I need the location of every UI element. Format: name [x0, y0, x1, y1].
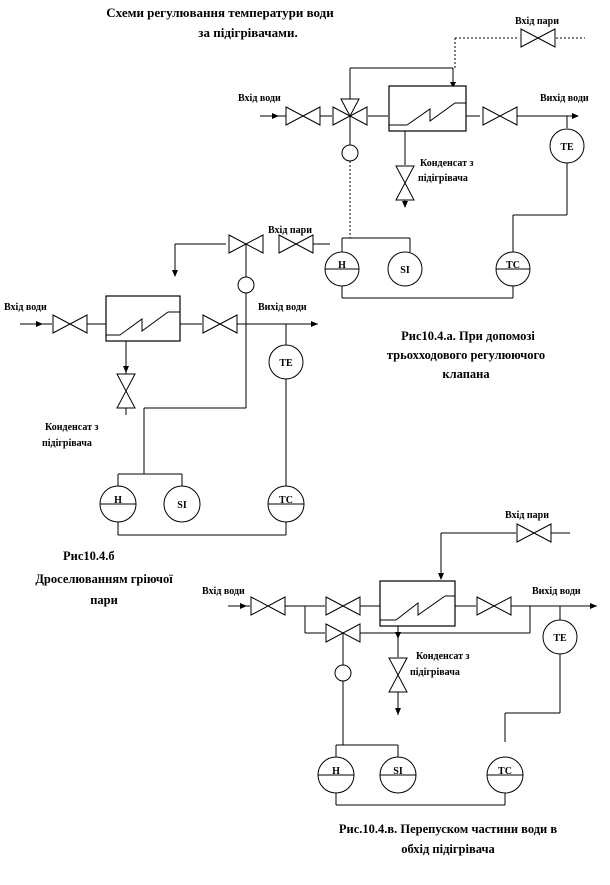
h-label-c: H [332, 766, 340, 777]
caption-b-line1: Рис10.4.б [63, 549, 115, 563]
caption-b-line3: пари [90, 593, 118, 607]
steam-in-label-b: Вхід пари [268, 225, 312, 236]
tc-label-b: TC [279, 495, 293, 506]
condensate-label-a2: підігрівача [418, 173, 468, 184]
caption-a-line3: клапана [442, 367, 490, 381]
heat-exchanger-c [380, 581, 455, 626]
water-in-label-b: Вхід води [4, 302, 47, 313]
si-label-c: SI [393, 766, 403, 777]
steam-in-label-a: Вхід пари [515, 16, 559, 27]
si-label-b: SI [177, 500, 187, 511]
condensate-valve-b [117, 374, 135, 408]
water-outlet-valve-b [203, 315, 237, 333]
condensate-label-b1: Конденсат з [45, 422, 99, 433]
water-outlet-valve-a [483, 107, 517, 125]
condensate-label-c2: підігрівача [410, 667, 460, 678]
heater-inlet-valve-c [326, 597, 360, 615]
condensate-valve-a [396, 166, 414, 200]
condensate-label-b2: підігрівача [42, 438, 92, 449]
caption-a-line2: трьохходового регулюючого [386, 348, 546, 362]
water-in-label-a: Вхід води [238, 93, 281, 104]
te-label-c: TE [553, 633, 567, 644]
condensate-label-c1: Конденсат з [416, 651, 470, 662]
condensate-valve-c [389, 658, 407, 692]
water-out-label-b: Вихід води [258, 302, 307, 313]
scheme-b [4, 225, 330, 607]
h-label-b: H [114, 495, 122, 506]
caption-c-line1: Рис.10.4.в. Перепуском частини води в [338, 822, 558, 836]
heat-exchanger-b [106, 296, 180, 341]
steam-valve-c [517, 524, 551, 542]
caption-c-line2: обхід підігрівача [401, 842, 495, 856]
h-label-a: H [338, 260, 346, 271]
actuator-a [342, 145, 358, 161]
steam-inlet-valve-b [279, 235, 313, 253]
si-label-a: SI [400, 265, 410, 276]
tc-label-c: TC [498, 766, 512, 777]
tc-label-a: TC [506, 260, 520, 271]
water-out-label-c: Вихід води [532, 586, 581, 597]
caption-a-line1: Рис10.4.а. При допомозі [401, 329, 535, 343]
page-subtitle: за підігрівачами. [198, 25, 298, 40]
water-in-label-c: Вхід води [202, 586, 245, 597]
water-inlet-valve-b [53, 315, 87, 333]
actuator-c [335, 665, 351, 681]
heat-exchanger-a [389, 86, 466, 131]
caption-b-line2: Дроселюванням гріючої [35, 572, 173, 586]
water-inlet-valve-c [251, 597, 285, 615]
water-inlet-valve-a [286, 107, 320, 125]
steam-in-label-c: Вхід пари [505, 510, 549, 521]
water-out-label-a: Вихід води [540, 93, 589, 104]
steam-valve-a [521, 29, 555, 47]
condensate-label-a1: Конденсат з [420, 158, 474, 169]
water-outlet-valve-c [477, 597, 511, 615]
scheme-c [202, 510, 597, 856]
actuator-b [238, 277, 254, 293]
te-label-b: TE [279, 358, 293, 369]
scheme-a [238, 16, 589, 381]
page-title: Схеми регулювання температури води [106, 5, 334, 20]
te-label-a: TE [560, 142, 574, 153]
